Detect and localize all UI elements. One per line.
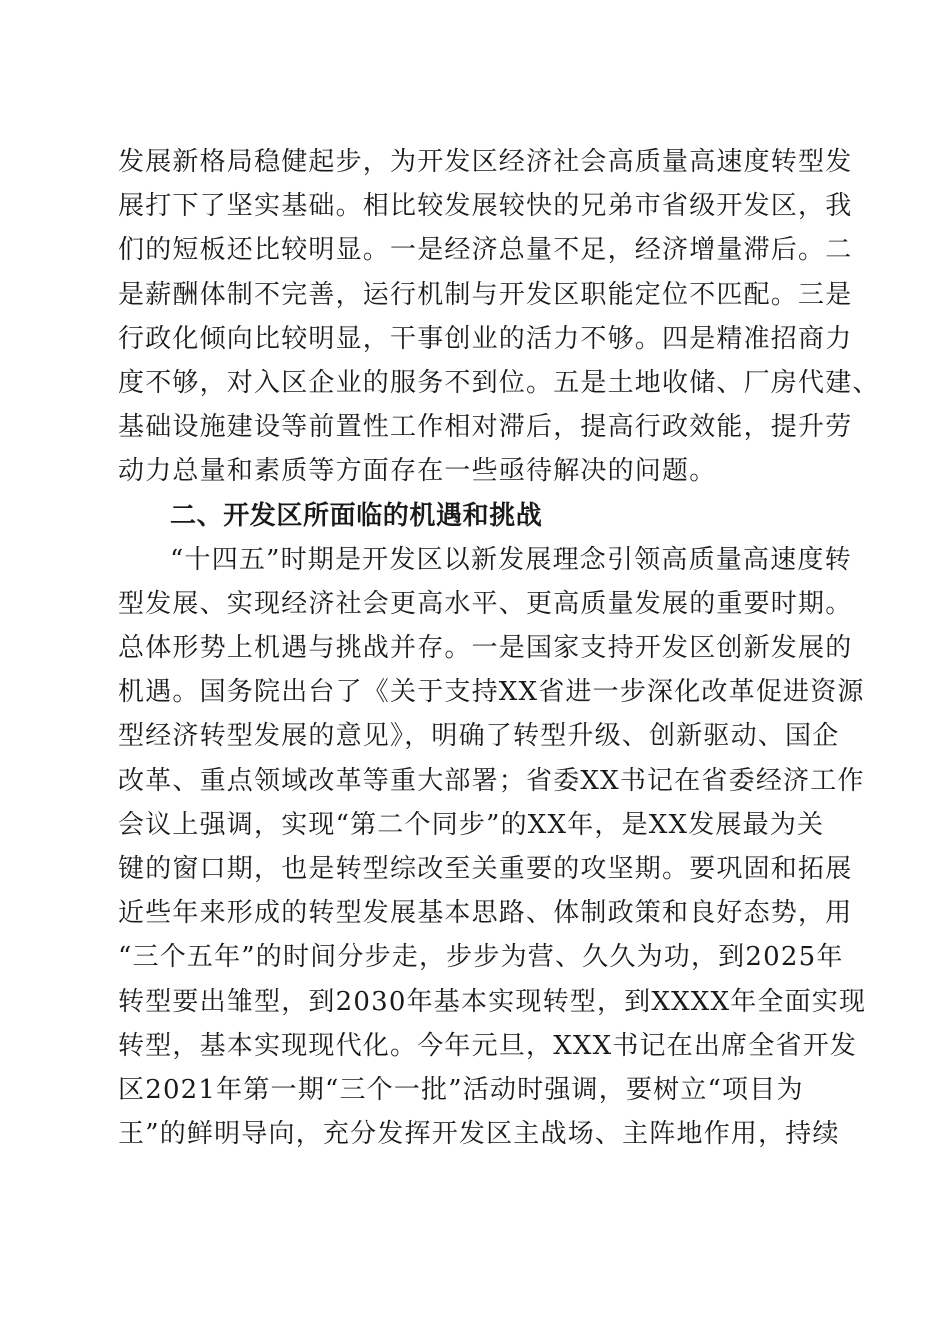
section-heading: 二、开发区所面临的机遇和挑战 xyxy=(170,500,543,531)
text-line: 们的短板还比较明显。一是经济总量不足，经济增量滞后。二 xyxy=(118,235,853,266)
text-line: 型经济转型发展的意见》，明确了转型升级、创新驱动、国企 xyxy=(118,721,840,752)
text-line: 是薪酬体制不完善，运行机制与开发区职能定位不匹配。三是 xyxy=(118,279,853,310)
text-line: 会议上强调，实现“第二个同步”的XX年，是XX发展最为关 xyxy=(118,809,825,840)
text-line: 机遇。国务院出台了《关于支持XX省进一步深化改革促进资源 xyxy=(118,677,865,708)
text-line: 型发展、实现经济社会更高水平、更高质量发展的重要时期。 xyxy=(118,588,853,619)
text-line: 展打下了坚实基础。相比较发展较快的兄弟市省级开发区，我 xyxy=(118,191,853,222)
text-line: 键的窗口期，也是转型综改至关重要的攻坚期。要巩固和拓展 xyxy=(118,854,853,884)
text-line: 王”的鲜明导向，充分发挥开发区主战场、主阵地作用，持续 xyxy=(118,1119,840,1150)
text-line: 近些年来形成的转型发展基本思路、体制政策和良好态势，用 xyxy=(118,898,853,929)
text-line: 改革、重点领域改革等重大部署；省委XX书记在省委经济工作 xyxy=(118,765,865,796)
document-body xyxy=(118,140,880,1156)
text-line: 度不够，对入区企业的服务不到位。五是土地收储、厂房代建、 xyxy=(118,367,880,398)
paragraph-section-1 xyxy=(118,140,880,494)
text-line: 发展新格局稳健起步，为开发区经济社会高质量高速度转型发 xyxy=(118,147,853,177)
text-line: 转型要出雏型，到2030年基本实现转型，到XXXX年全面实现 xyxy=(118,986,867,1017)
text-line: “十四五”时期是开发区以新发展理念引领高质量高速度转 xyxy=(170,544,852,575)
paragraph-section-2 xyxy=(118,538,867,1157)
text-line: 行政化倾向比较明显，干事创业的活力不够。四是精准招商力 xyxy=(118,323,853,354)
text-line: “三个五年”的时间分步走，步步为营、久久为功，到2025年 xyxy=(118,942,844,973)
text-line: 总体形势上机遇与挑战并存。一是国家支持开发区创新发展的 xyxy=(118,633,853,664)
text-line: 基础设施建设等前置性工作相对滞后，提高行政效能，提升劳 xyxy=(118,412,853,443)
text-line: 动力总量和素质等方面存在一些亟待解决的问题。 xyxy=(118,456,717,487)
text-line: 转型，基本实现现代化。今年元旦，XXX书记在出席全省开发 xyxy=(118,1030,858,1061)
text-line: 区2021年第一期“三个一批”活动时强调，要树立“项目为 xyxy=(118,1074,804,1105)
